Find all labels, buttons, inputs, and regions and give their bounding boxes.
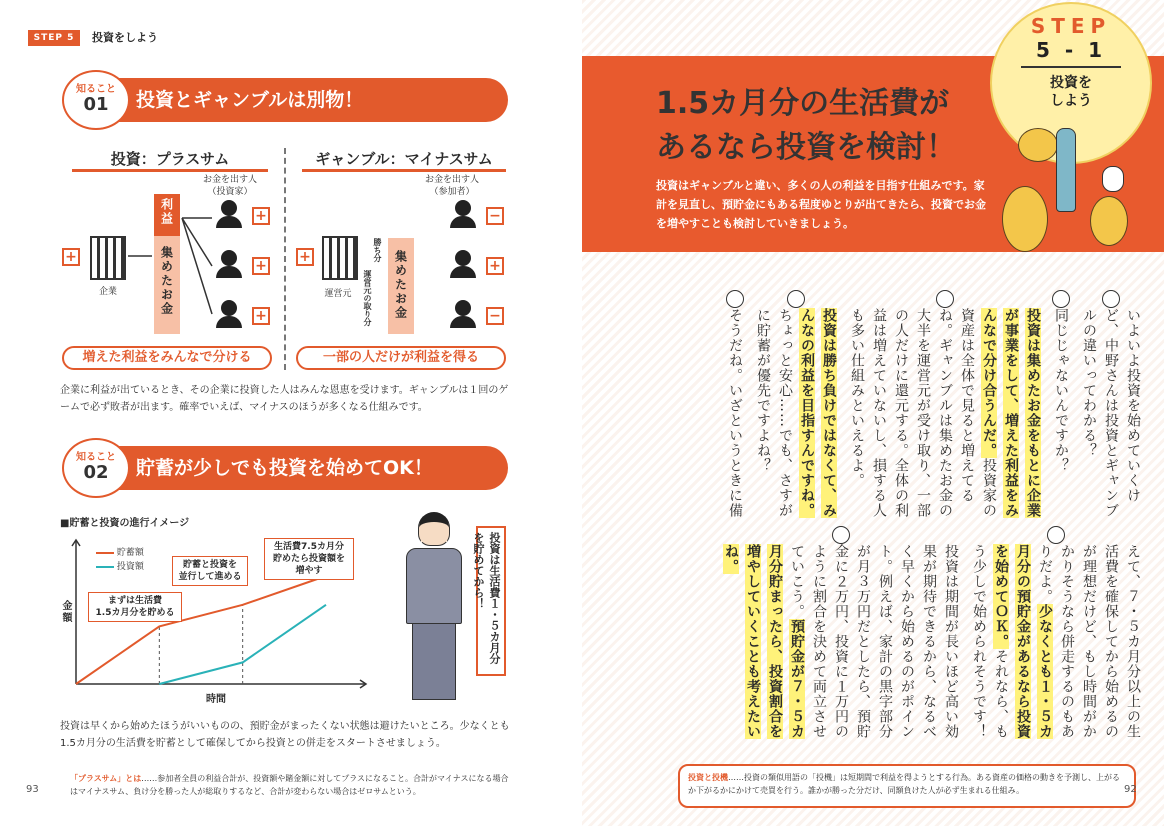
dialog-top-col-4: 投資は勝ち負けではなくて、みんなの利益を目指すんですね。ちょっと安心……でも、さすがに貯蓄が優先ですよね？ (755, 308, 837, 518)
gamble-heading: ギャンブル：マイナスサム (302, 148, 506, 172)
legend-item-investment: 投資額 (96, 560, 144, 574)
operator-plus-icon: + (296, 248, 314, 266)
investor-2 (216, 250, 242, 278)
chart-xlabel: 時間 (206, 694, 226, 705)
profit-label: 利益 (159, 198, 174, 226)
winnings-label: 勝ち分 (373, 238, 382, 262)
operator-take-label: 運営元の取り分 (363, 270, 372, 326)
company-plus-icon: + (62, 248, 80, 266)
collected-label: 集めたお金 (159, 246, 174, 316)
dialog-top-col-1: いよいよ投資を始めていくけど、中野さんは投資とギャンブルの違いってわかる？ (1081, 308, 1141, 518)
step-subtitle: 投資を しよう (1050, 75, 1092, 109)
participant-2 (450, 250, 476, 278)
man-illustration (394, 512, 474, 708)
participant-1 (450, 200, 476, 228)
participant-label: お金を出す人 （参加者） (424, 175, 479, 197)
chart-title: ■貯蓄と投資の進行イメージ (60, 518, 190, 529)
teacher-face-icon (1102, 290, 1120, 308)
invest-result: 増えた利益をみんなで分ける (62, 346, 272, 370)
know02-number: 02 (83, 462, 109, 483)
participant-2-plus-icon: + (486, 257, 504, 275)
speech-bubble: 投資は生活費１・５カ月分を貯めてから！ (476, 526, 506, 676)
investor-1-plus-icon: + (252, 207, 270, 225)
step-word: STEP (1030, 14, 1112, 38)
know01-title: 投資とギャンブルは別物！ (136, 89, 364, 111)
teacher-face-icon-4 (1047, 526, 1065, 544)
dialog-bottom-col-1: えて、７・５カ月分以上の生活費を確保してから始めるのが理想だけど、もし時間がかかりそうなら併走するのもありだよ。少なくとも１・５カ月分の預貯金があるなら投資を始めてＯＫ。それなら、もう少しで始められそうです！ (971, 544, 1141, 739)
know01-label: 知ること (76, 84, 116, 95)
know02-title: 貯蓄が少しでも投資を始めてOK！ (136, 457, 433, 479)
lead-text: 投資はギャンブルと違い、多くの人の利益を目指す仕組みです。家計を見直し、預貯金にもある程度ゆとりが出てきたら、投資でお金を増やすことも検討していきましょう。 (656, 179, 986, 230)
legend-item-savings: 貯蓄額 (96, 546, 144, 560)
coins-illustration (998, 126, 1148, 256)
page-number-right: 92 (1124, 784, 1137, 795)
know01-bar (78, 78, 508, 122)
callout-2: 貯蓄と投資を 並行して進める (172, 556, 248, 586)
gamble-result: 一部の人だけが利益を得る (296, 346, 506, 370)
dialog-top-col-3: 投資は集めたお金をもとに企業が事業をして、増えた利益をみんなで分け合うんだ。投資家の資産は全体で見ると増えてるね。ギャンブルは集めたお金の大半を運営元が受け取り、一部の人だけに還元する。全体の利益は増えていないし、損する人も多い仕組みといえるよ。 (849, 308, 1041, 518)
page-number-left: 93 (26, 784, 39, 795)
invest-heading: 投資：プラスサム (72, 148, 268, 172)
teacher-face-icon-5 (832, 526, 850, 544)
operator-label: 運営元 (324, 289, 352, 299)
participant-3 (450, 300, 476, 328)
teacher-face-icon-2 (936, 290, 954, 308)
company-building-icon (90, 236, 126, 280)
investor-1 (216, 200, 242, 228)
paragraph-1: 企業に利益が出ているとき、その企業に投資した人はみんな恩恵を受けます。ギャンブルは１回のゲームで必ず敗者が出ます。確率でいえば、マイナスのほうが多くなる仕組みです。 (60, 385, 509, 413)
investor-2-plus-icon: + (252, 257, 270, 275)
chart-ylabel: 金額 (60, 600, 71, 624)
footnote-right (680, 766, 1134, 802)
step-title: 投資をしよう (92, 31, 158, 44)
invest-arrows (126, 196, 218, 326)
paragraph-2: 投資は早くから始めたほうがいいものの、預貯金がまったくない状態は避けたいところ。少なくとも1.5カ月分の生活費を貯蓄として確保してから投資との併走をスタートさせましょう。 (60, 721, 510, 749)
footnote-right-box (678, 764, 1136, 808)
divider (284, 148, 286, 370)
participant-1-minus-icon: − (486, 207, 504, 225)
teacher-face-icon-3 (726, 290, 744, 308)
know02-label: 知ること (76, 452, 116, 463)
step-number: 5 - 1 (1035, 38, 1107, 62)
main-title-line-1: 1.5カ月分の生活費が (656, 86, 950, 121)
student-face-icon-2 (787, 290, 805, 308)
callout-1: まずは生活費 1.5カ月分を貯める (88, 592, 182, 622)
know02-badge (62, 438, 130, 498)
investor-3-plus-icon: + (252, 307, 270, 325)
operator-building-icon (322, 236, 358, 280)
know01-badge (62, 70, 130, 130)
student-face-icon (1052, 290, 1070, 308)
dialog-top-block (654, 290, 1144, 530)
footnote-left-term: 「プラスサム」とは (70, 774, 142, 783)
dialog-top-col-2: 同じじゃないんですか？ (1053, 308, 1069, 473)
company-label: 企業 (98, 287, 117, 297)
collected2-label: 集めたお金 (393, 250, 408, 320)
footnote-left-text: ……参加者全員の利益合計が、投資額や賭金額に対してプラスになること。合計がマイナスになる場合はマイナスサム、負け分を勝った人が総取りするなど、合計が変わらない場合はゼロサムという。 (70, 774, 509, 796)
know02-bar (78, 446, 508, 490)
dialog-bottom-block (654, 526, 1144, 756)
right-page (582, 0, 1164, 826)
step-tag: STEP 5 (28, 30, 80, 46)
main-title (656, 82, 956, 170)
main-title-line-2: あるなら投資を検討！ (656, 130, 956, 165)
footnote-right-text: ……投資の類似用語の「投機」は短期間で利益を得ようとする行為。ある資産の価格の動きを予測し、上がるか下がるかにかけて売買を行う。誰かが勝った分だけ、同額負けた人が必ず生まれる仕組み。 (688, 773, 1120, 795)
footnote-left (70, 772, 510, 798)
participant-3-minus-icon: − (486, 307, 504, 325)
callout-3: 生活費7.5カ月分 貯めたら投資額を 増やす (264, 538, 354, 580)
chart-legend (96, 546, 144, 574)
know01-number: 01 (83, 94, 109, 115)
dialog-bottom-col-2: 投資は期間が長いほど高い効果が期待できるから、なるべく早くから始めるのがポイント。例えば、家計の黒字部分が月３万円だとしたら、預貯金に２万円、投資に１万円のように割合を決めて両立させていこう。預貯金が７・５カ月分貯まったら、投資割合を増やしていくことも考えたいね。 (723, 544, 959, 739)
footnote-right-term: 投資と投機 (688, 773, 728, 782)
investor-label: お金を出す人 （投資家） (202, 175, 257, 197)
dialog-top-col-5: そうだね。いざというときに備 (727, 308, 743, 518)
investor-3 (216, 300, 242, 328)
collected2-block (388, 238, 414, 334)
